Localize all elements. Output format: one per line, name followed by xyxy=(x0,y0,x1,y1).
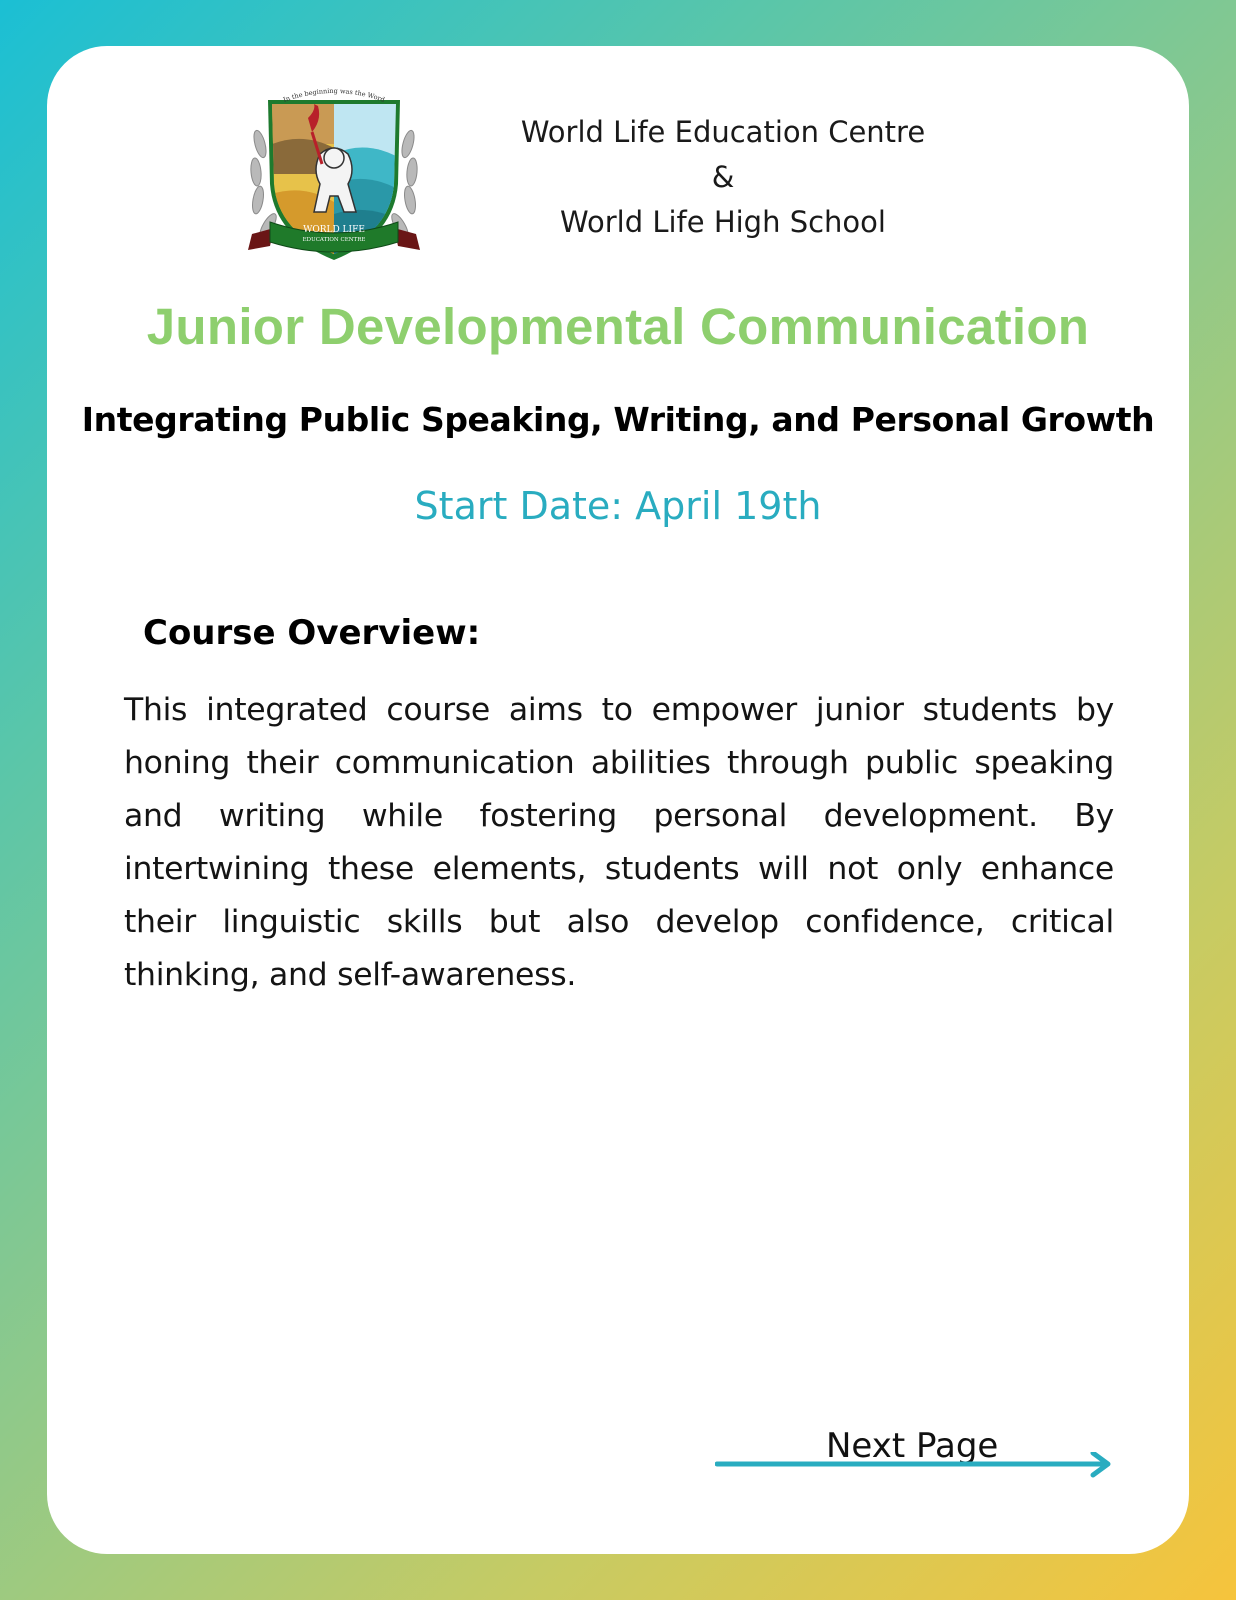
next-page-link[interactable] xyxy=(715,1420,1115,1482)
course-subtitle: Integrating Public Speaking, Writing, and Personal Growth xyxy=(81,400,1155,439)
logo-motto-text: In the beginning was the Word xyxy=(282,86,386,104)
school-names xyxy=(480,110,966,245)
school-name-ampersand: & xyxy=(711,160,735,194)
logo-banner-text: WORLD LIFE xyxy=(303,225,365,235)
course-title: Junior Developmental Communication xyxy=(146,298,1090,355)
course-overview-heading: Course Overview: xyxy=(143,613,481,653)
next-page-label: Next Page xyxy=(826,1426,999,1466)
logo-banner-subtext: EDUCATION CENTRE xyxy=(302,237,366,243)
school-name-secondary: World Life High School xyxy=(560,205,886,239)
school-name-primary: World Life Education Centre xyxy=(520,115,926,149)
course-overview-body: This integrated course aims to empower junior students by honing their communication abilities through public speaking and writing while fostering personal development. By intertwining these elements, students will not only enhance their linguistic skills but also develop confidence, critical thinking, and self-awareness. xyxy=(124,692,1114,993)
arrow-right-icon xyxy=(715,1452,1115,1482)
start-date: Start Date: April 19th xyxy=(414,484,822,528)
school-crest-logo xyxy=(244,84,424,266)
